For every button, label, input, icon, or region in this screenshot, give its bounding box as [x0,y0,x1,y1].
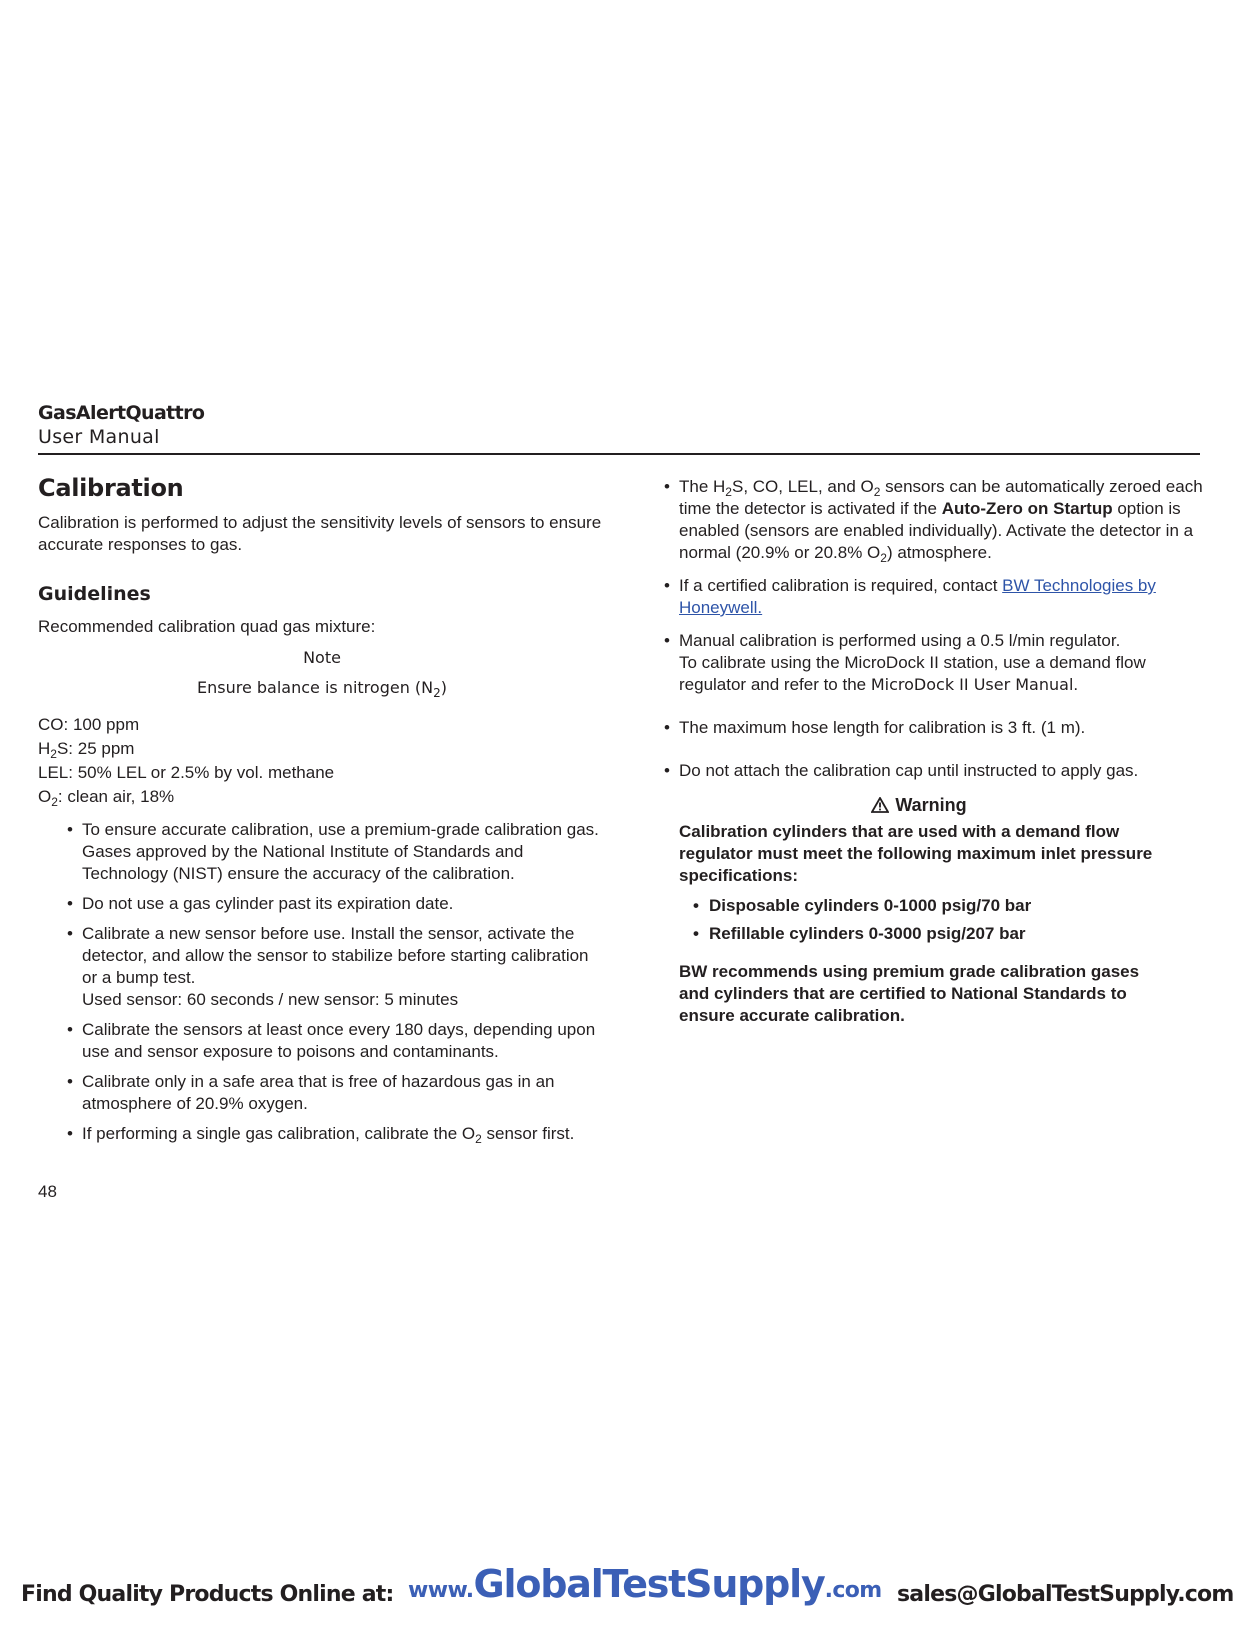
guideline-bullets [38,819,608,1145]
footer-banner [0,1562,1237,1628]
list-item: • Disposable cylinders 0-1000 psig/70 bar [693,896,1032,915]
page-header [38,401,1200,449]
list-item: • Calibrate the sensors at least once every 180 days, depending upon use and sensor exposure to poisons and contaminants. [67,1020,596,1061]
warning-list [679,895,1159,945]
mix-co: CO: 100 ppm [38,715,140,734]
mix-lel: LEL: 50% LEL or 2.5% by vol. methane [38,763,335,782]
warning-text: Calibration cylinders that are used with a demand flow regulator must meet the following maximum inlet pressure specifications: [679,822,1153,885]
page-number: 48 [38,1182,57,1201]
list-item: • To ensure accurate calibration, use a premium-grade calibration gas. Gases approved by the National Institute of Standards and Technology (NIST) ensure the accuracy of the calibration. [67,820,599,883]
page-title: Calibration [38,474,184,502]
warning-box [679,793,1159,1027]
header-rule [38,453,1200,455]
warning-title: Warning [679,793,1159,817]
left-column [38,472,608,1153]
right-bullets [663,476,1203,782]
footer-tagline: Find Quality Products Online at: [21,1582,394,1607]
product-name: GasAlertQuattro [38,402,205,424]
warning-icon [871,797,889,813]
note-title: Note [303,648,341,667]
mix-h2s: $H_2S$: 25 ppm [38,739,135,761]
list-item: • If performing a single gas calibration, calibrate the $O_2$ sensor first. [67,1124,575,1146]
footer-email[interactable]: sales@GlobalTestSupply.com [897,1582,1234,1607]
warning-recommendation: BW recommends using premium grade calibration gases and cylinders that are certified to National Standards to ensure accurate calibration. [679,962,1140,1025]
footer-website-link[interactable]: www.GlobalTestSupply.com [408,1562,882,1606]
gas-mixture-list [38,713,608,809]
intro-paragraph: Calibration is performed to adjust the sensitivity levels of sensors to ensure accurate responses to gas. [38,513,602,554]
recommended-text: Recommended calibration quad gas mixture: [38,617,376,636]
list-item: • Do not use a gas cylinder past its expiration date. [67,894,454,913]
manual-reference: MicroDock II User Manual [870,675,1074,694]
bw-technologies-link[interactable]: BW Technologies by Honeywell. [679,576,1156,617]
list-item: • The $H_2S$, CO, LEL, and $O_2$ sensors can be automatically zeroed each time the detector is activated if the Auto-Zero on Startup option is enabled (sensors are enabled individually). Activate the detector in a normal (20.9% or 20.8% $O_2$) atmosphere. [664,477,1203,565]
manual-name: User Manual [38,426,160,448]
list-item: • Calibrate a new sensor before use. Install the sensor, activate the detector, and allow the sensor to stabilize before starting calibration or a bump test. Used sensor: 60 seconds / new sensor: 5 minutes [67,924,589,1009]
list-item: • Refillable cylinders 0-3000 psig/207 bar [693,924,1026,943]
list-item: • The maximum hose length for calibration is 3 ft. (1 m). [664,718,1086,737]
list-item: • If a certified calibration is required, contact BW Technologies by Honeywell. [664,576,1156,617]
note-text: Ensure balance is nitrogen $(N_2)$ [196,678,448,700]
mix-o2: $O_2$: clean air, 18% [38,787,175,809]
right-column [663,476,1203,1027]
list-item: • Calibrate only in a safe area that is free of hazardous gas in an atmosphere of 20.9% oxygen. [67,1072,555,1113]
list-item: • Do not attach the calibration cap until instructed to apply gas. [664,761,1139,780]
guidelines-heading: Guidelines [38,583,151,605]
list-item: • Manual calibration is performed using a 0.5 l/min regulator. To calibrate using the MicroDock II station, use a demand flow regulator and refer to the MicroDock II User Manual. [664,631,1146,694]
